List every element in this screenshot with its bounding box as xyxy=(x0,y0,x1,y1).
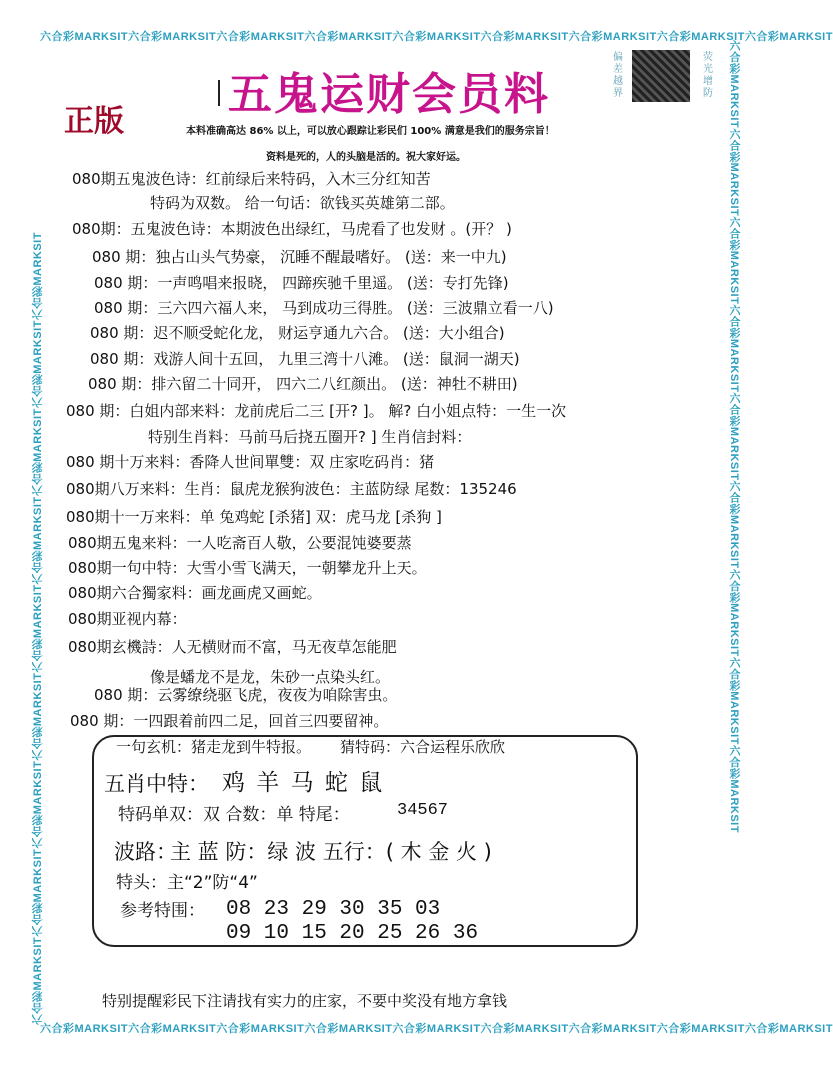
box-ref-row2: 09 10 15 20 25 26 36 xyxy=(226,922,479,945)
box-odd-even: 特码单双：双 合数：单 特尾： xyxy=(118,805,350,825)
border-left: 六合彩MARKSIT六合彩MARKSIT六合彩MARKSIT六合彩MARKSIT六合彩MARKSIT六合彩MARKSIT六合彩MARKSIT六合彩MARKSIT六合彩MARKSIT xyxy=(32,232,44,1025)
box-wave-label: 波路： xyxy=(114,840,177,864)
line-13: 080期八万来料：生肖：鼠虎龙猴狗波色：主蓝防绿 尾数：135246 xyxy=(66,480,517,498)
line-15: 080期五鬼来料：一人吃斋百人敬，公要混饨婆要蒸 xyxy=(68,534,412,552)
line-4: 080 期：独占山头气势豪， 沉睡不醒最嗜好。 (送：来一中九) xyxy=(92,248,507,266)
box-wave-value: 主 蓝 防：绿 波 五行：( 木 金 火 ) xyxy=(170,840,492,864)
border-bottom: 六合彩MARKSIT六合彩MARKSIT六合彩MARKSIT六合彩MARKSIT六合彩MARKSIT六合彩MARKSIT六合彩MARKSIT六合彩MARKSIT六合彩MARKSIT xyxy=(40,1023,833,1035)
line-18: 080期亚视内幕： xyxy=(68,610,187,628)
line-22: 080 期：一四跟着前四二足，回首三四要留神。 xyxy=(70,712,389,730)
box-ref-row1: 08 23 29 30 35 03 xyxy=(226,898,441,921)
line-5: 080 期：一声鸣唱来报晓， 四蹄疾驰千里遥。 (送：专打先锋) xyxy=(94,274,509,292)
line-20: 像是蟠龙不是龙，朱砂一点染头红。 xyxy=(150,668,391,686)
line-7: 080 期：迟不顺受蛇化龙， 财运亨通九六合。 (送：大小组合) xyxy=(90,324,505,342)
border-right: 六合彩MARKSIT六合彩MARKSIT六合彩MARKSIT六合彩MARKSIT六合彩MARKSIT六合彩MARKSIT六合彩MARKSIT六合彩MARKSIT六合彩MARKSIT xyxy=(728,40,740,833)
subtitle-luck: 资料是死的，人的头脑是活的。祝大家好运。 xyxy=(266,152,466,163)
line-21: 080 期：云雾缭绕驱飞虎，夜夜为咱除害虫。 xyxy=(94,686,398,704)
side-tag-right: 荧光增防 xyxy=(703,52,713,99)
line-8: 080 期：戏游人间十五回， 九里三湾十八滩。 (送：鼠洞一湖天) xyxy=(90,350,520,368)
box-guess: 猜特码：六合运程乐欣欣 xyxy=(340,738,506,756)
line-16: 080期一句中特：大雪小雪飞满天，一朝攀龙升上天。 xyxy=(68,559,427,577)
line-1: 080期五鬼波色诗：红前绿后来特码，入木三分红知苦 xyxy=(72,170,431,188)
line-6: 080 期：三六四六福人来， 马到成功三得胜。 (送：三波鼎立看一八) xyxy=(94,299,554,317)
box-five-label: 五肖中特： xyxy=(104,772,209,796)
line-11: 特别生肖料：马前马后挠五圈开? ] 生肖信封料： xyxy=(148,428,472,446)
subtitle-accuracy: 本料准确高达 86% 以上，可以放心跟踪让彩民们 100% 满意是我们的服务宗旨！ xyxy=(186,126,555,137)
box-tail: 34567 xyxy=(397,801,449,820)
line-19: 080期玄機詩：人无横财而不富，马无夜草怎能肥 xyxy=(68,638,397,656)
box-five-value: 鸡 羊 马 蛇 鼠 xyxy=(222,770,385,796)
line-3: 080期：五鬼波色诗：本期波色出绿红，马虎看了也发财 。(开？ ) xyxy=(72,220,512,238)
line-14: 080期十一万来料：单 兔鸡蛇 [杀猪] 双：虎马龙 [杀狗 ] xyxy=(66,508,442,526)
footer-note: 特别提醒彩民下注请找有实力的庄家，不要中奖没有地方拿钱 xyxy=(102,992,508,1010)
box-riddle: 一句玄机：猪走龙到牛特报。 xyxy=(116,738,312,756)
line-9: 080 期：排六留二十同开， 四六二八红颜出。 (送：神牡不耕田) xyxy=(88,375,518,393)
box-ref-label: 参考特围： xyxy=(120,901,205,921)
box-head: 特头：主“2”防“4” xyxy=(116,873,258,893)
line-2: 特码为双数。 给一句话：欲钱买英雄第二部。 xyxy=(150,194,455,212)
line-10: 080 期：白姐内部来料：龙前虎后二三 [开? ]。 解? 白小姐点特：一生一次 xyxy=(66,402,567,420)
border-top: 六合彩MARKSIT六合彩MARKSIT六合彩MARKSIT六合彩MARKSIT六合彩MARKSIT六合彩MARKSIT六合彩MARKSIT六合彩MARKSIT六合彩MARKSIT xyxy=(40,31,833,43)
line-12: 080 期十万来料：香降人世间單雙：双 庄家吃码肖：猪 xyxy=(66,453,435,471)
qr-code xyxy=(632,50,690,102)
line-17: 080期六合獨家料：画龙画虎又画蛇。 xyxy=(68,584,322,602)
page-title: 五鬼运财会员料 xyxy=(228,69,550,120)
side-tag-left: 偏差越界 xyxy=(613,52,623,99)
edition-label: 正版 xyxy=(64,104,124,139)
title-divider xyxy=(218,80,220,106)
